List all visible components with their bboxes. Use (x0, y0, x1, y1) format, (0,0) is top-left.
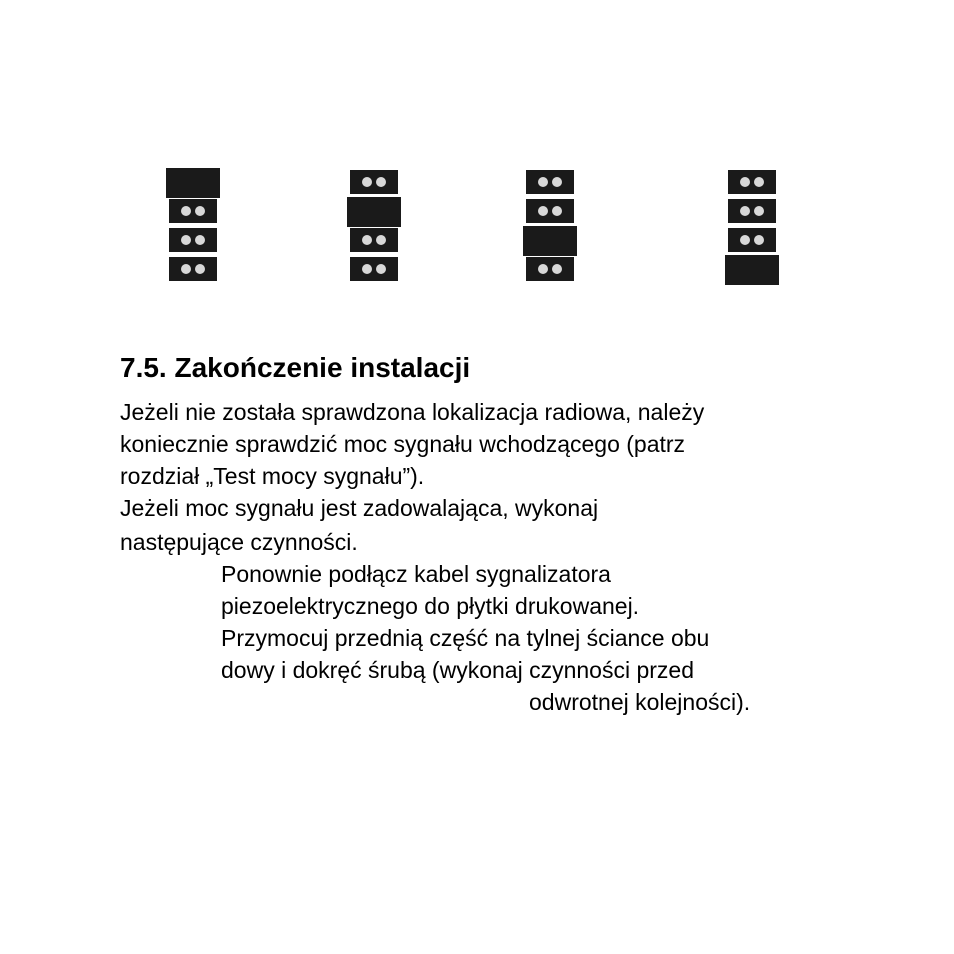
pin (552, 206, 562, 216)
pin (362, 264, 372, 274)
pin (376, 264, 386, 274)
jumper-diagrams (0, 0, 954, 300)
paragraph2-line-2: następujące czynności. (120, 529, 358, 555)
pin-pair (350, 170, 398, 194)
pin (552, 177, 562, 187)
pin (754, 177, 764, 187)
pin (740, 206, 750, 216)
section-heading: 7.5. Zakończenie instalacji (120, 352, 471, 383)
pin (552, 264, 562, 274)
paragraph1-line-2: koniecznie sprawdzić moc sygnału wchodzącego (patrz (120, 431, 686, 457)
pin (181, 206, 191, 216)
pin (362, 235, 372, 245)
pin (376, 235, 386, 245)
pin (376, 177, 386, 187)
pin (754, 206, 764, 216)
pin (538, 264, 548, 274)
step-line-5: odwrotnej kolejności). (529, 689, 751, 715)
step-line-2: piezoelektrycznego do płytki drukowanej. (221, 593, 640, 619)
pin-pair (350, 228, 398, 252)
pin (181, 235, 191, 245)
pin (740, 235, 750, 245)
paragraph2-line-1: Jeżeli moc sygnału jest zadowalająca, wykonaj (120, 495, 599, 521)
step-line-1: Ponownie podłącz kabel sygnalizatora (221, 561, 611, 587)
step-line-3: Przymocuj przednią część na tylnej ściance obu (221, 625, 710, 651)
pin (754, 235, 764, 245)
jumper-cap (166, 168, 220, 198)
pin (740, 177, 750, 187)
pin (538, 206, 548, 216)
pin (195, 264, 205, 274)
pin-pair (169, 257, 217, 281)
pin (195, 206, 205, 216)
pin-pair (728, 170, 776, 194)
jumper-cap (725, 255, 779, 285)
pin-pair (728, 199, 776, 223)
pin-pair (526, 199, 574, 223)
pin-pair (728, 228, 776, 252)
step-line-4: dowy i dokręć śrubą (wykonaj czynności przed (221, 657, 694, 683)
pin-pair (526, 257, 574, 281)
pin (195, 235, 205, 245)
paragraph1-line-3: rozdział „Test mocy sygnału”). (120, 463, 425, 489)
paragraph1-line-1: Jeżeli nie została sprawdzona lokalizacja radiowa, należy (120, 399, 705, 425)
jumper-cap (523, 226, 577, 256)
jumper-cap (347, 197, 401, 227)
pin-pair (526, 170, 574, 194)
pin (362, 177, 372, 187)
pin-pair (350, 257, 398, 281)
pin (538, 177, 548, 187)
pin-pair (169, 199, 217, 223)
pin (181, 264, 191, 274)
pin-pair (169, 228, 217, 252)
